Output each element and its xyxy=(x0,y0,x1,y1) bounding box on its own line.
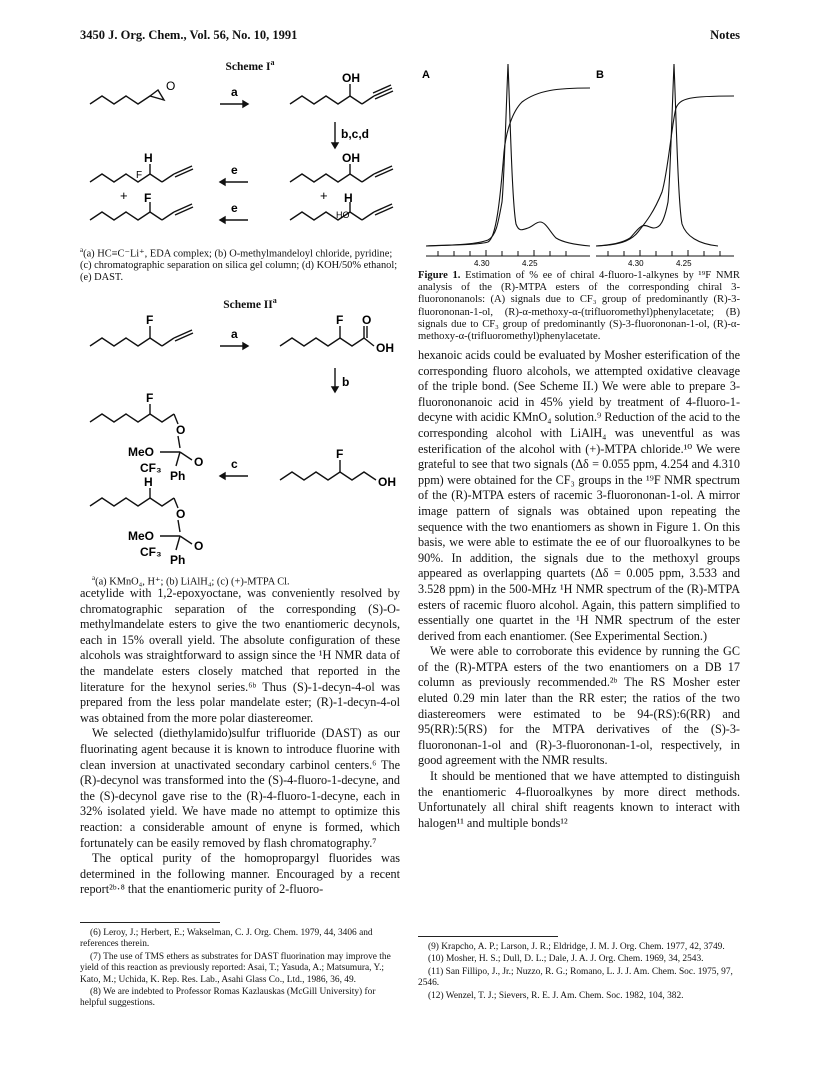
scheme-1-step-bcd: b,c,d xyxy=(341,127,370,141)
s2-atom-o-4: O xyxy=(176,507,186,521)
s2-atom-cf3-2: CF₃ xyxy=(140,545,162,559)
atom-ho: HO xyxy=(336,210,350,220)
body-left-column xyxy=(80,586,400,898)
figure-label-a: A xyxy=(422,69,430,81)
s2-atom-f-1: F xyxy=(146,313,154,327)
scheme-1-step-e1: e xyxy=(231,163,238,177)
left-paragraph-1: acetylide with 1,2-epoxyoctane, was conveniently resolved by chromatographic separation of the corresponding (S)-O-methylmandelate esters to give the two enantiomeric decynols, each in 15% overall yield. The absolute configuration of these alcohols was straightforward to assign since the ¹H NMR data of the mandelate esters closely matched that reported in the literature for the hexynol series.⁶ᵇ Thus (S)-1-decyn-4-ol was prepared from the less polar mandelate ester; (R)-1-decyn-4-ol was obtained from the more polar diastereomer. xyxy=(80,586,400,725)
body-right-column xyxy=(418,348,740,831)
s2-atom-o-3: O xyxy=(194,455,204,469)
s2-atom-f-3: F xyxy=(146,391,154,405)
spectrum-b-integral xyxy=(596,96,734,246)
scheme-2-structures xyxy=(80,310,410,570)
footnote-12: (12) Wenzel, T. J.; Sievers, R. E. J. Am. Chem. Soc. 1982, 104, 382. xyxy=(428,990,684,1001)
tick-a-1: 4.30 xyxy=(474,259,490,266)
scheme-2-title: Scheme $II^a$ xyxy=(223,296,277,311)
scheme-1-step-a: a xyxy=(231,85,238,99)
right-paragraph-2: We were able to corroborate this evidence by running the GC of the (R)-MTPA esters of the two enantiomers on a DB 17 column as previously recommended.²ᵇ The RS Mosher ester eluted 0.29 min later than the RR ester; the ratios of the two diastereomers were estimated to be 94-(RS):6(RR) and 95(RR):5(RS) for the MTPA derivatives of the (S)-3-fluorononan-1-ol and (R)-3-fluorononan-1-ol, respectively, in good agreement with the NMR results. xyxy=(418,644,740,768)
scheme-2-step-a: a xyxy=(231,327,238,341)
right-paragraph-1: hexanoic acids could be evaluated by Mosher esterification of the corresponding fluoro alcohols, we attempted oxidative cleavage of the triple bond. (See Scheme II.) We were able to prepare 3-fluorononanoic acid in 45% yield by treatment of 4-fluoro-1-decyne with acidic KMnO₄ solution.⁹ Reduction of the acid to the corresponding alcohol with LiAlH₄ was uneventful as was esterification of the alcohol with (+)-MTPA chloride.¹⁰ We were grateful to see that two signals (Δδ = 0.055 ppm, 4.254 and 4.310 ppm) were obtained for the CF₃ groups in the ¹⁹F NMR spectrum of the (R)-MTPA esters of racemic 3-fluorononan-1-ol. A mirror image pattern of signals was obtained upon repeating the sequence with the two enantiomers as shown in Figure 1. On this basis, we were able to estimate the ee of our fluoroalkynes to be 90%. In addition, the signals due to the methoxyl groups appeared as overlapping quartets (Δδ = 0.005 ppm, 3.533 and 3.528 ppm) in the 500-MHz ¹H NMR spectrum of the (R)-MTPA esters of racemic fluoro alcohol. Again, this pattern simplified to essentially one quartet in the ¹H NMR spectrum of the ester derived from each enantiomer. (See Experimental Section.) xyxy=(418,348,740,643)
atom-f-2: F xyxy=(144,191,152,205)
s2-atom-o-5: O xyxy=(194,539,204,553)
footnotes-left xyxy=(80,928,400,1011)
figure-1-spectra xyxy=(418,52,740,266)
scheme-1-step-e2: e xyxy=(231,201,238,215)
s2-atom-o-2: O xyxy=(176,423,186,437)
s2-atom-oh-1: OH xyxy=(376,341,394,355)
tick-b-1: 4.30 xyxy=(628,259,644,266)
running-header-right: Notes xyxy=(710,28,740,42)
s2-atom-cf3-1: CF₃ xyxy=(140,461,162,475)
spectrum-a-integral xyxy=(426,88,590,246)
spectrum-a-trace xyxy=(426,64,590,246)
plus-2: + xyxy=(320,188,328,203)
right-paragraph-3: It should be mentioned that we have attempted to distinguish the enantiomeric 4-fluoroalkynes by more direct methods. Unfortunately all chiral shift reagents known to interact with halogen¹¹ and multiple bonds¹² xyxy=(418,769,740,830)
scheme-1-title: Scheme $I^a$ xyxy=(225,58,275,73)
figure-label-b: B xyxy=(596,69,604,81)
figure-1-caption: Figure 1. Estimation of % ee of chiral 4-fluoro-1-alkynes by ¹⁹F NMR analysis of the (R)-MTPA esters of the corresponding chiral 3-fluorononanols: (A) signals due to CF₃ group of predominantly (R)-3-fluorononan-1-ol, (R)-α-methoxy-α-(trifluoromethyl)phenylacetate; (B) signals due to CF₃ group of predominantly (S)-3-fluorononan-1-ol, (R)-α-methoxy-α-(trifluoromethyl)phenylacetate. xyxy=(418,270,740,343)
scheme-2-step-b: b xyxy=(342,375,350,389)
s2-atom-f-2: F xyxy=(336,313,344,327)
s2-atom-ph-1: Ph xyxy=(170,469,186,483)
footnote-9: (9) Krapcho, A. P.; Larson, J. R.; Eldridge, J. M. J. Org. Chem. 1977, 42, 3749. xyxy=(428,942,725,952)
footnote-rule-left xyxy=(80,922,220,923)
s2-atom-h: H xyxy=(144,475,153,489)
tick-b-2: 4.25 xyxy=(676,259,692,266)
atom-oh-1: OH xyxy=(342,71,360,85)
scheme-2-step-c: c xyxy=(231,457,238,471)
spectrum-b-trace xyxy=(596,64,718,246)
atom-f-1: F xyxy=(136,170,143,181)
s2-atom-meo-2: MeO xyxy=(128,529,155,543)
footnote-10: (10) Mosher, H. S.; Dull, D. L.; Dale, J. A. J. Org. Chem. 1969, 34, 2543. xyxy=(428,954,704,965)
s2-atom-meo-1: MeO xyxy=(128,445,155,459)
atom-oh-2: OH xyxy=(342,151,360,165)
s2-atom-oh-2: OH xyxy=(378,475,396,489)
scheme-1-structures xyxy=(80,70,410,242)
scheme-2-footnote: $^a$(a) KMnO₄, H⁺; (b) LiAlH₄; (c) (+)-MTPA Cl. xyxy=(92,574,290,588)
tick-a-2: 4.25 xyxy=(522,259,538,266)
s2-atom-f-4: F xyxy=(336,447,344,461)
s2-atom-ph-2: Ph xyxy=(170,553,186,567)
footnote-11: (11) San Fillipo, J., Jr.; Nuzzo, R. G.; Romano, L. J. J. Am. Chem. Soc. 1975, 97, 2546. xyxy=(418,966,733,989)
footnote-rule-right xyxy=(418,936,558,937)
atom-h-2: H xyxy=(344,191,353,205)
left-paragraph-2: We selected (diethylamido)sulfur trifluoride (DAST) as our fluorinating agent because it is known to introduce fluorine with clean inversion at unactivated secondary carbinol centers.⁶ The (R)-decynol was transformed into the (S)-4-fluoro-1-decyne, and the (S)-decynol gave rise to the (R)-4-fluoro-1-decyne, each in 32% isolated yield. We have made no attempt to optimize this reaction: a considerable amount of enyne is formed, which fortunately can be easily removed by flash chromatography.⁷ xyxy=(80,726,400,850)
footnotes-right xyxy=(418,942,740,1003)
running-header-left: 3450 J. Org. Chem., Vol. 56, No. 10, 1991 xyxy=(80,28,298,42)
s2-atom-o-1: O xyxy=(362,313,372,327)
scheme-1-footnote: $^a$(a) HC≡C⁻Li⁺, EDA complex; (b) O-methylmandeloyl chloride, pyridine; (c) chromatographic separation on silica gel column; (d) KOH/50% ethanol; (e) DAST. xyxy=(80,246,398,284)
footnote-8: (8) We are indebted to Professor Romas Kazlauskas (McGill University) for helpful suggestions. xyxy=(80,987,376,1009)
footnote-7: (7) The use of TMS ethers as substrates for DAST fluorination may improve the yield of this reaction as previously reported: Asai, T.; Yasuda, A.; Matsumura, Y.; Kato, M.; Uchida, K. Rep. Res. Lab., Asahi Glass Co., Ltd., 1986, 36, 49. xyxy=(80,951,391,985)
plus-1: + xyxy=(120,188,128,203)
atom-h-1: H xyxy=(144,151,153,165)
left-paragraph-3: The optical purity of the homopropargyl fluorides was determined in the following manner. Encouraged by a recent report²ᵇ·⁸ that the enantiomeric purity of 2-fluoro- xyxy=(80,851,400,897)
atom-o-epoxide: O xyxy=(166,79,176,93)
footnote-6: (6) Leroy, J.; Herbert, E.; Wakselman, C. J. Org. Chem. 1979, 44, 3406 and references therein. xyxy=(80,928,373,950)
